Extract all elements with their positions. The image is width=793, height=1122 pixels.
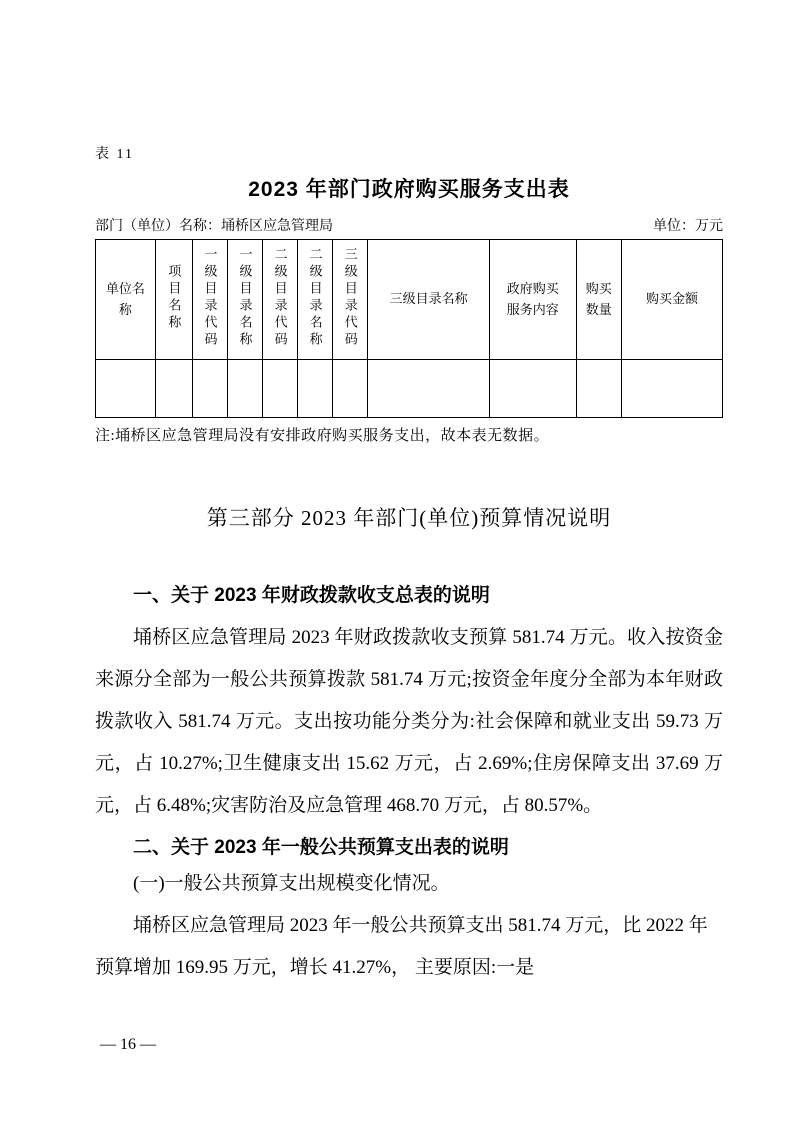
col-header-level3-name-label: 三级目录名称: [389, 291, 468, 307]
col-header-unit-name: [96, 240, 156, 360]
table-cell-level2-name: [298, 360, 333, 418]
col-header-purchase-amount: [621, 240, 722, 360]
table-cell-project-name: [155, 360, 192, 418]
table-cell-purchase-amount: [621, 360, 722, 418]
department-name-label: 部门（单位）名称：埇桥区应急管理局: [95, 219, 333, 234]
col-header-service-content-label: 政府购买服务内容: [506, 280, 559, 317]
subsection-1-title: 一、关于 2023 年财政拨款收支总表的说明: [133, 585, 490, 606]
col-header-project-name: [155, 240, 192, 360]
col-header-level2-code: [263, 240, 298, 360]
table-cell-purchase-quantity: [576, 360, 621, 418]
col-header-service-content: [489, 240, 576, 360]
col-header-level3-name: [368, 240, 490, 360]
page-number: — 16 —: [100, 1036, 156, 1053]
paragraph-budget-change: 埇桥区应急管理局 2023 年一般公共预算支出 581.74 万元，比 2022 年预算增加 169.95 万元，增长 41.27%， 主要原因:一是: [95, 915, 708, 978]
table-cell-unit-name: [96, 360, 156, 418]
table-row: [96, 360, 723, 418]
col-header-level1-name: [228, 240, 263, 360]
col-header-level2-name: [298, 240, 333, 360]
col-header-level3-code-label: 三级目录代码: [342, 246, 358, 349]
col-header-level1-name-label: 一级目录名称: [237, 246, 253, 349]
table-cell-level3-name: [368, 360, 490, 418]
table-note: 注:埇桥区应急管理局没有安排政府购买服务支出，故本表无数据。: [95, 428, 550, 444]
col-header-purchase-quantity-label: 购买数量: [585, 280, 612, 317]
part3-section-title: 第三部分 2023 年部门(单位)预算情况说明: [206, 506, 612, 530]
document-title: 2023 年部门政府购买服务支出表: [248, 178, 570, 201]
col-header-level3-code: [333, 240, 368, 360]
table-label: 表 11: [95, 147, 134, 162]
col-header-purchase-amount-label: 购买金额: [645, 291, 698, 307]
table-cell-service-content: [489, 360, 576, 418]
col-header-purchase-quantity: [576, 240, 621, 360]
table-cell-level1-name: [228, 360, 263, 418]
table-cell-level1-code: [192, 360, 227, 418]
col-header-project-name-label: 项目名称: [166, 263, 182, 332]
purchase-service-table: [95, 239, 723, 418]
table-header-row: [96, 240, 723, 360]
col-header-level2-code-label: 二级目录代码: [272, 246, 288, 349]
col-header-level1-code: [192, 240, 227, 360]
subsection-2-title: 二、关于 2023 年一般公共预算支出表的说明: [133, 837, 509, 858]
unit-label: 单位：万元: [653, 219, 723, 234]
col-header-level2-name-label: 二级目录名称: [307, 246, 323, 349]
paragraph-fiscal-summary: 埇桥区应急管理局 2023 年财政拨款收支预算 581.74 万元。收入按资金来源分全部为一般公共预算拨款 581.74 万元;按资金年度分全部为本年财政拨款收入 581.74 万元。支出按功能分类分为:社会保障和就业支出 59.73 万元，占 10.27%;卫生健康支出 15.62 万元，占 2.69%;住房保障支出 37.69 万元，占 6.48%;灾害防治及应急管理 468.70 万元，占 80.57%。: [95, 627, 723, 816]
subsection-2-item-1: (一)一般公共预算支出规模变化情况。: [133, 873, 450, 894]
table-cell-level3-code: [333, 360, 368, 418]
table-cell-level2-code: [263, 360, 298, 418]
table-meta-row: [95, 218, 723, 235]
col-header-level1-code-label: 一级目录代码: [202, 246, 218, 349]
col-header-unit-name-label: 单位名称: [105, 280, 145, 317]
